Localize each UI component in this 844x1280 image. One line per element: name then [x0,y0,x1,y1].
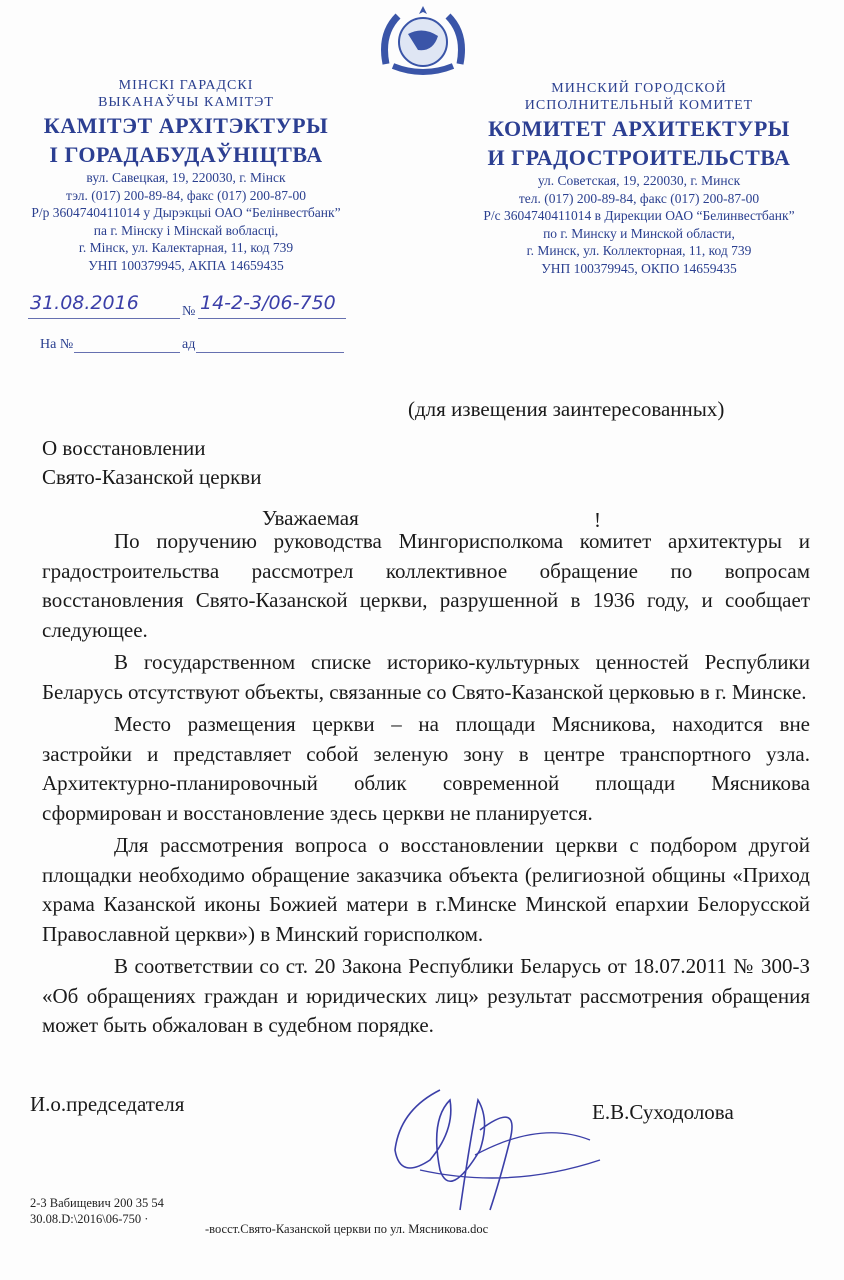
committee-name-line: И ГРАДОСТРОИТЕЛЬСТВА [487,145,791,170]
greeting: Уважаемая [262,506,359,530]
executor-note: 2-3 Вабищевич 200 35 54 [30,1196,164,1210]
ref-from-underline [196,352,344,353]
paragraph: В государственном списке историко-культурных ценностей Республики Беларусь отсутствуют объекты, связанные со Свято-Казанской церковью в г. Минске. [42,650,810,704]
org-name-line: ИСПОЛНИТЕЛЬНЫЙ КОМИТЕТ [524,98,754,113]
address-line: ул. Советская, 19, 220030, г. Минск [537,173,741,188]
committee-name-line: І ГОРАДАБУДАЎНІЦТВА [49,142,323,167]
file-reference: 30.08.D:\2016\06-750 · [30,1212,149,1226]
ref-underline [74,352,180,353]
signatory-name: Е.В.Суходолова [592,1100,734,1124]
addressee-note: (для извещения заинтересованных) [408,397,725,421]
handwritten-number: 14-2-3/06-750 [200,292,336,314]
address-line: вул. Савецкая, 19, 220030, г. Мінск [86,170,286,185]
address-line: Р/с 3604740411014 в Дирекции ОАО “Белинвестбанк” [483,208,795,224]
date-underline [28,318,180,319]
file-name: -восст.Свято-Казанской церкви по ул. Мясникова.doc [205,1222,489,1236]
org-name-line: ВЫКАНАЎЧЫ КАМІТЭТ [98,95,274,110]
handwritten-signature [360,1060,610,1220]
letter-body [42,527,810,1044]
subject-line: Свято-Казанской церкви [42,465,262,489]
state-emblem-icon [378,4,468,76]
subject-line: О восстановлении [42,436,206,460]
committee-name-line: КАМІТЭТ АРХІТЭКТУРЫ [43,113,329,138]
signatory-position: И.о.председателя [30,1092,185,1116]
address-line: УНП 100379945, ОКПО 14659435 [541,260,737,276]
address-line: Р/р 3604740411014 у Дырэкцыі ОАО “Белінвестбанк” [31,205,341,221]
address-line: тел. (017) 200-89-84, факс (017) 200-87-00 [518,190,760,206]
number-label: № [182,304,196,319]
org-name-line: МИНСКИЙ ГОРОДСКОЙ [551,81,727,96]
address-line: па г. Мінску і Мінскай вобласці, [93,222,279,238]
address-line: г. Мінск, ул. Калектарная, 11, код 739 [78,240,294,256]
paragraph: По поручению руководства Мингорисполкома комитет архитектуры и градостроительства рассмотрел коллективное обращение по вопросам восстановления Свято-Казанской церкви, разрушенной в 1936 году, и сообщает следующее. [42,529,810,642]
number-underline [198,318,346,319]
address-line: г. Минск, ул. Коллекторная, 11, код 739 [526,243,752,259]
greeting-end: ! [594,508,601,532]
handwritten-date: 31.08.2016 [30,292,139,314]
paragraph: Для рассмотрения вопроса о восстановлении церкви с подбором другой площадки необходимо обращение заказчика объекта (религиозной общины «Приход храма Казанской иконы Божией матери в г.Минске Минской епархии Белорусской Православной церкви») в Минский горисполком. [42,833,810,946]
letterhead-belarusian [0,77,372,275]
address-line: УНП 100379945, АКПА 14659435 [88,257,284,273]
committee-name-line: КОМИТЕТ АРХИТЕКТУРЫ [488,116,790,141]
letterhead-russian [450,80,828,278]
paragraph: Место размещения церкви – на площади Мясникова, находится вне застройки и представляет собой зеленую зону в центре транспортного узла. Архитектурно-планировочный облик современной площади Мясникова сформирован и восстановление здесь церкви не планируется. [42,712,810,825]
ref-from-label: ад [182,337,196,352]
paragraph: В соответствии со ст. 20 Закона Республики Беларусь от 18.07.2011 № 300-З «Об обращениях граждан и юридических лиц» результат рассмотрения обращения может быть обжалован в судебном порядке. [42,954,810,1037]
address-line: по г. Минску и Минской области, [543,225,735,241]
ref-label: На № [40,337,74,352]
org-name-line: МІНСКІ ГАРАДСКІ [118,78,254,93]
address-line: тэл. (017) 200-89-84, факс (017) 200-87-00 [65,187,307,203]
